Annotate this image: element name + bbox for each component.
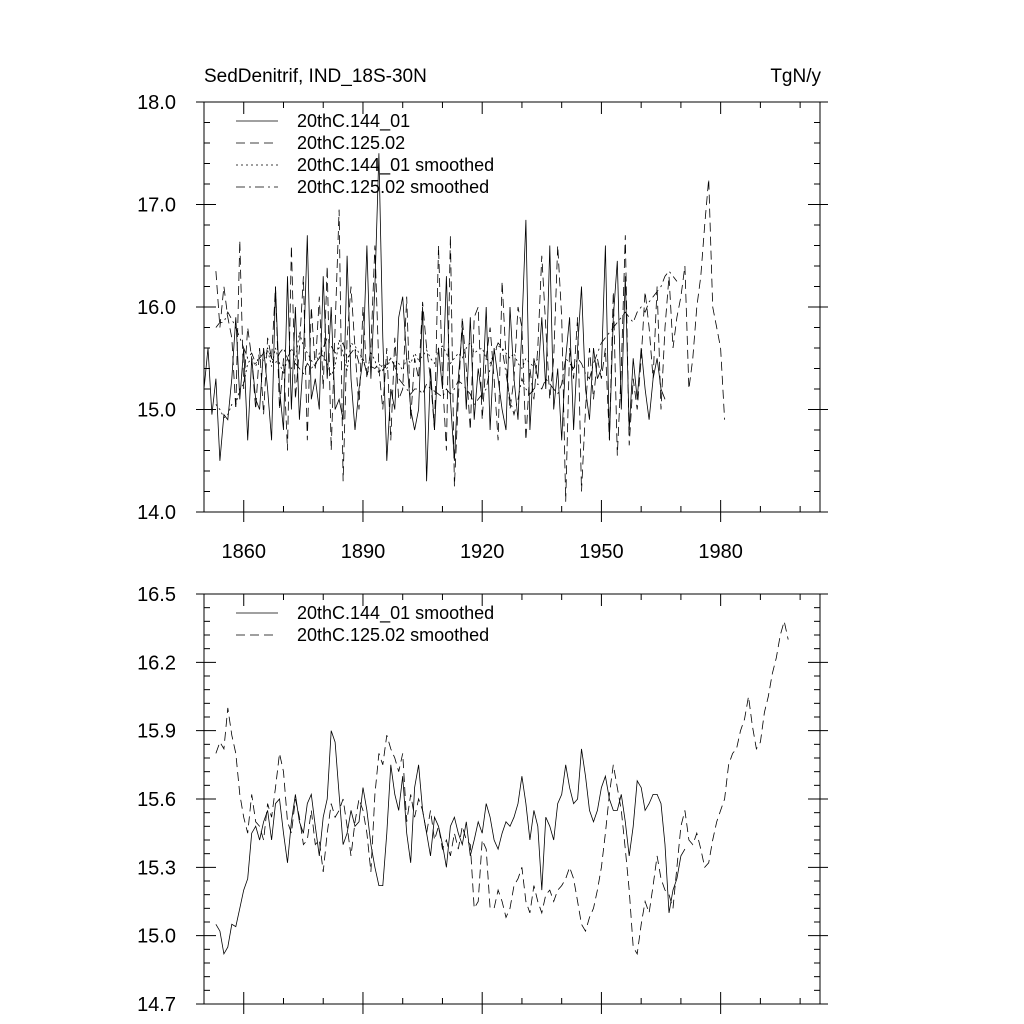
series-line [216,731,685,954]
x-tick-label: 1890 [340,541,386,563]
y-tick-label: 18.0 [137,92,176,114]
y-tick-label: 15.0 [137,399,176,422]
x-tick-label: 1860 [221,541,266,563]
series-line [216,621,788,954]
y-tick-label: 16.2 [137,652,176,675]
series-layer [204,153,725,502]
legend [236,111,494,197]
top-chart-panel [137,66,828,563]
y-tick-label: 14.7 [137,994,176,1016]
series-layer [216,621,788,954]
y-tick-label: 15.0 [137,925,176,948]
legend-label: 20thC.125.02 smoothed [297,625,490,645]
y-tick-label: 15.3 [137,857,176,880]
y-tick-label: 17.0 [137,194,176,217]
y-tick-label: 15.6 [137,789,176,811]
units-label: TgN/y [770,66,821,87]
series-line [216,179,725,502]
legend-label: 20thC.144_01 [297,111,411,131]
chart-title: SedDenitrif, IND_18S-30N [204,66,427,87]
legend [236,603,494,645]
series-line [204,153,665,481]
y-tick-label: 15.9 [137,720,176,743]
legend-label: 20thC.144_01 smoothed [297,603,495,623]
y-tick-label: 16.0 [137,297,176,319]
x-tick-label: 1920 [459,541,505,563]
x-tick-label: 1950 [579,541,624,563]
x-tick-label: 1980 [698,541,743,563]
legend-label: 20thC.125.02 smoothed [297,177,490,197]
y-tick-label: 14.0 [137,502,176,524]
bottom-chart-panel [137,584,828,1016]
legend-label: 20thC.144_01 smoothed [297,155,495,175]
legend-label: 20thC.125.02 [297,133,406,153]
y-tick-label: 16.5 [137,584,176,606]
